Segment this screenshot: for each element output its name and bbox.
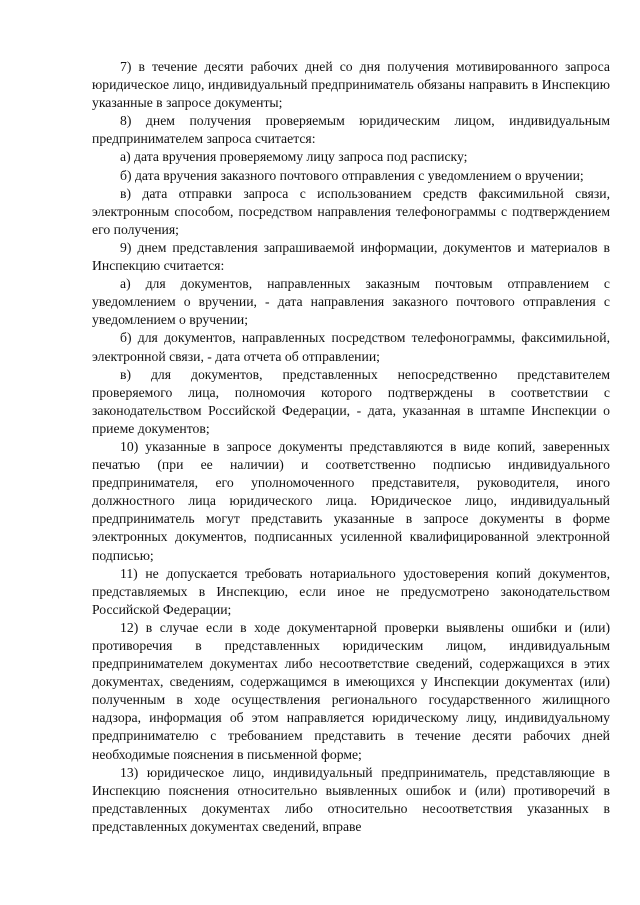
paragraph-item-10: 10) указанные в запросе документы представляются в виде копий, заверенных печатью (при ее наличии) и соответственно подписью индивидуального предпринимателя, его уполномоченного представителя, руководителя, иного должностного лица юридического лица. Юридическое лицо, индивидуальный предприниматель могут представить указанные в запросе документы в форме электронных документов, подписанных усиленной квалифицированной электронной подписью; xyxy=(92,438,610,563)
paragraph-item-13: 13) юридическое лицо, индивидуальный предприниматель, представляющие в Инспекцию пояснения относительно выявленных ошибок и (или) противоречий в представленных документах либо относительно несоответствия указанных в представленных документах сведений, вправе xyxy=(92,764,610,834)
paragraph-item-7: 7) в течение десяти рабочих дней со дня получения мотивированного запроса юридическое лицо, индивидуальный предприниматель обязаны направить в Инспекцию указанные в запросе документы; xyxy=(92,59,610,111)
paragraph-item-8b: б) дата вручения заказного почтового отправления с уведомлением о вручении; xyxy=(120,167,584,183)
paragraph-item-9: 9) днем представления запрашиваемой информации, документов и материалов в Инспекцию считается: xyxy=(92,239,610,274)
paragraph-item-9b: б) для документов, направленных посредством телефонограммы, факсимильной, электронной связи, - дата отчета об отправлении; xyxy=(92,330,610,364)
paragraph-item-8c: в) дата отправки запроса с использованием средств факсимильной связи, электронным способом, посредством направления телефонограммы с подтверждением его получения; xyxy=(92,185,610,237)
paragraph-item-11: 11) не допускается требовать нотариального удостоверения копий документов, представляемых в Инспекцию, если иное не предусмотрено законодательством Российской Федерации; xyxy=(92,565,610,617)
document-page xyxy=(92,58,610,836)
paragraph-item-8: 8) днем получения проверяемым юридическим лицом, индивидуальным предпринимателем запроса считается: xyxy=(92,113,610,147)
paragraph-item-9c: в) для документов, представленных непосредственно представителем проверяемого лица, полномочия которого подтверждены в соответствии с законодательством Российской Федерации, - дата, указанная в штампе Инспекции о приеме документов; xyxy=(92,366,610,436)
paragraph-item-12: 12) в случае если в ходе документарной проверки выявлены ошибки и (или) противоречия в представленных юридическим лицом, индивидуальным предпринимателем документах либо несоответствие сведений, содержащихся в этих документах, сведениям, содержащимся в имеющихся у Инспекции документах (или) полученным в ходе осуществления регионального государственного жилищного надзора, информация об этом направляется юридическому лицу, индивидуальному предпринимателю с требованием представить в течение десяти рабочих дней необходимые пояснения в письменной форме; xyxy=(92,619,610,762)
paragraph-item-8a: а) дата вручения проверяемому лицу запроса под расписку; xyxy=(120,149,468,165)
paragraph-item-9a: а) для документов, направленных заказным почтовым отправлением с уведомлением о вручении, - дата направления заказного почтового отправления с уведомлением о вручении; xyxy=(92,276,610,328)
